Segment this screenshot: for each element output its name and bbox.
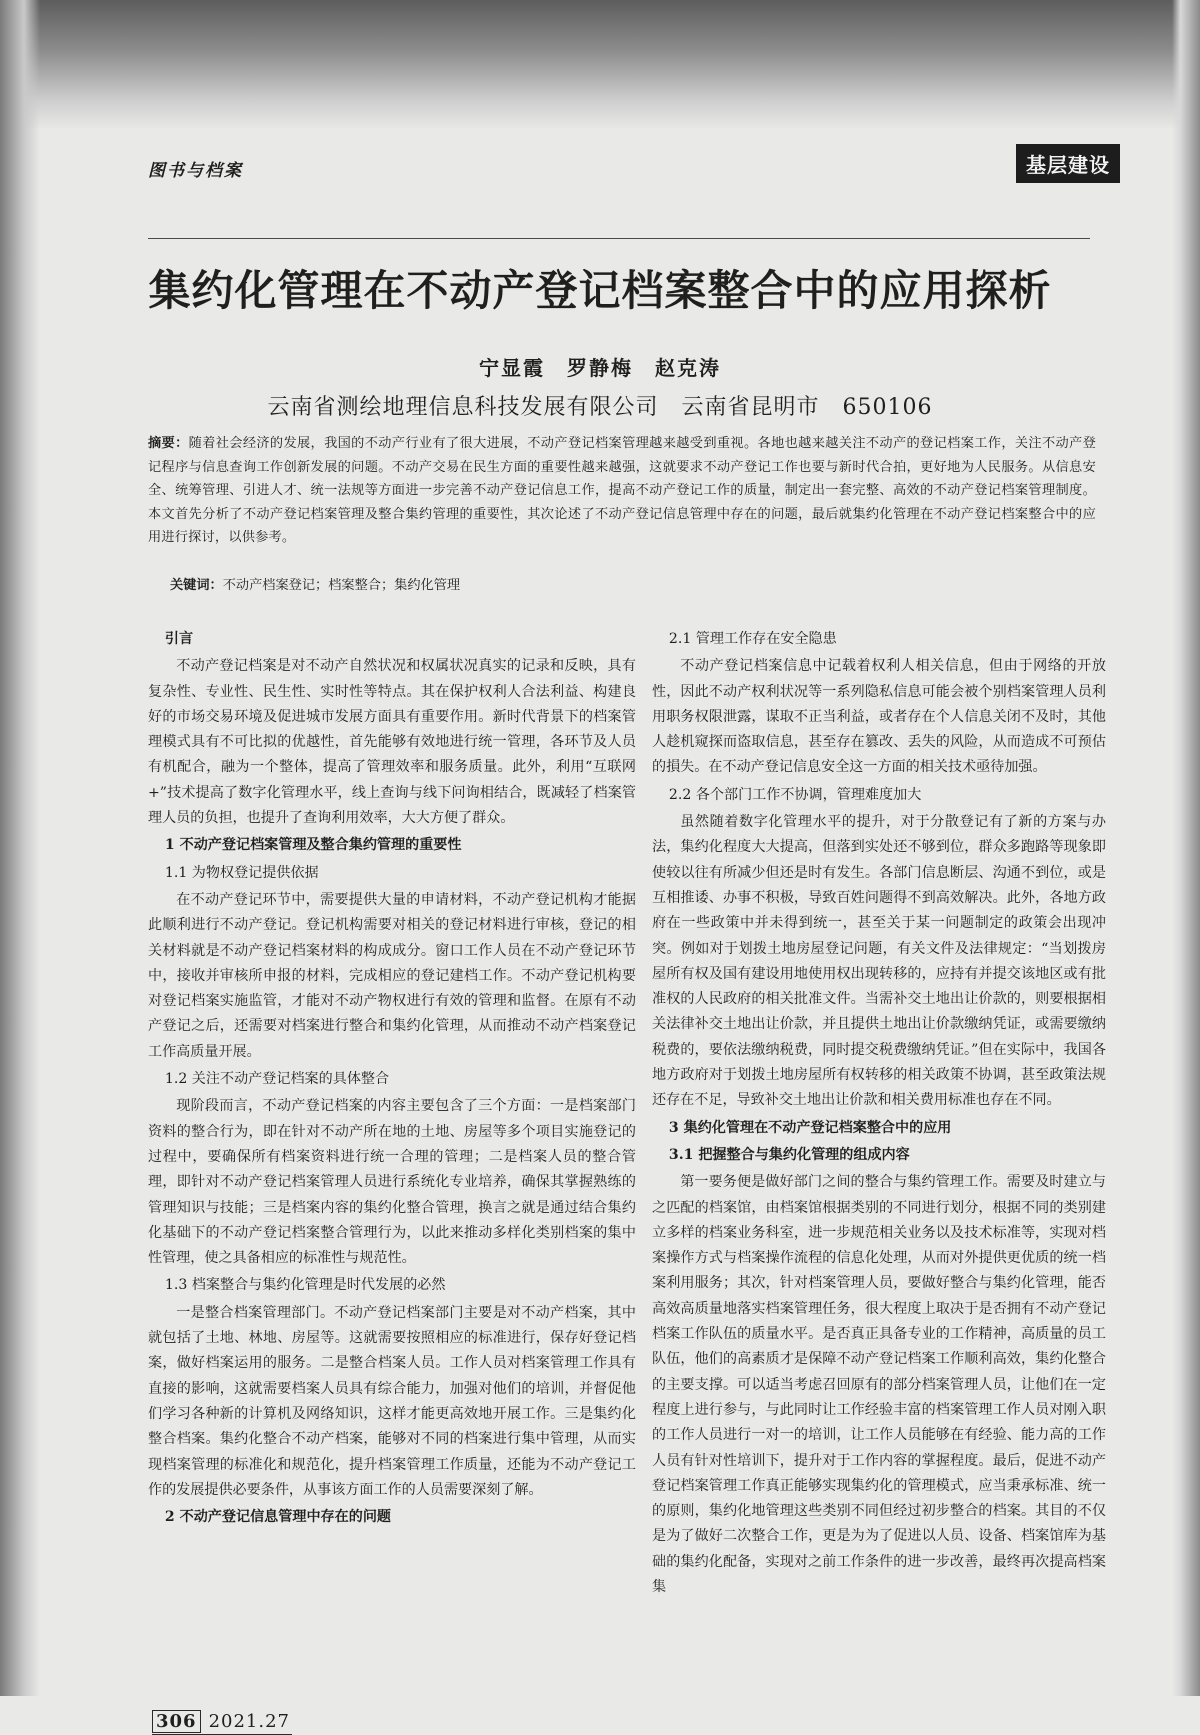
section-heading: 2.2 各个部门工作不协调，管理难度加大	[668, 786, 922, 803]
section-heading: 1 不动产登记档案管理及整合集约管理的重要性	[164, 837, 462, 854]
header-rule	[148, 238, 1090, 239]
issue-number: 2021.27	[208, 1711, 291, 1732]
section-heading: 1.2 关注不动产登记档案的具体整合	[164, 1071, 390, 1088]
section-heading: 1.1 为物权登记提供依据	[164, 864, 319, 881]
abstract-text: 随着社会经济的发展，我国的不动产行业有了很大进展，不动产登记档案管理越来越受到重视。各地也越来越关注不动产的登记档案工作，关注不动产登记程序与信息查询工作创新发展的问题。不动产交易在民生方面的重要性越来越强，这就要求不动产登记工作也要与新时代合拍，更好地为人民服务。从信息安全、统筹管理、引进人才、统一法规等方面进一步完善不动产登记信息工作，提高不动产登记工作的质量，制定出一套完整、高效的不动产登记档案管理制度。本文首先分析了不动产登记档案管理及整合集约管理的重要性，其次论述了不动产登记信息管理中存在的问题，最后就集约化管理在不动产登记档案整合中的应用进行探讨，以供参考。	[148, 436, 1096, 546]
keywords-label: 关键词：	[170, 578, 223, 593]
section-heading: 2 不动产登记信息管理中存在的问题	[164, 1509, 392, 1526]
body-paragraph: 不动产登记档案是对不动产自然状况和权属状况真实的记录和反映，具有复杂性、专业性、民生性、实时性等特点。其在保护权利人合法利益、构建良好的市场交易环境及促进城市发展方面具有重要作用。新时代背景下的档案管理模式具有不可比拟的优越性，首先能够有效地进行统一管理，各环节及人员有机配合，融为一个整体，提高了管理效率和服务质量。此外，利用“互联网+”技术提高了数字化管理水平，线上查询与线下问询相结合，既减轻了档案管理人员的负担，也提升了查询利用效率，大大方便了群众。	[148, 658, 636, 827]
scan-shadow-right	[1172, 0, 1200, 1696]
section-heading: 1.3 档案整合与集约化管理是时代发展的必然	[164, 1277, 446, 1294]
section-heading: 3.1 把握整合与集约化管理的组成内容	[668, 1146, 910, 1163]
keywords-text: 不动产档案登记；档案整合；集约化管理	[222, 578, 461, 593]
section-heading: 2.1 管理工作存在安全隐患	[668, 631, 837, 647]
body-paragraph: 一是整合档案管理部门。不动产登记档案部门主要是对不动产档案，其中就包括了土地、林地、房屋等。这就需要按照相应的标准进行，保存好登记档案，做好档案运用的服务。二是整合档案人员。工作人员对档案管理工作具有直接的影响，这就需要档案人员具有综合能力，加强对他们的培训，并督促他们学习各种新的计算机及网络知识，这样才能更高效地开展工作。三是集约化整合档案。集约化整合不动产档案，能够对不同的档案进行集中管理，从而实现档案管理的标准化和规范化，提升档案管理工作质量，还能为不动产登记工作的发展提供必要条件，从事该方面工作的人员需要深刻了解。	[148, 1304, 636, 1498]
folio	[152, 1710, 290, 1733]
body-paragraph: 第一要务便是做好部门之间的整合与集约管理工作。需要及时建立与之匹配的档案馆，由档案馆根据类别的不同进行划分，根据不同的类别建立多样的档案业务科室，进一步规范相关业务以及技术标准等，实现对档案操作方式与档案操作流程的信息化处理，从而对外提供更优质的统一档案利用服务；其次，针对档案管理人员，要做好整合与集约化管理，能否高效高质量地落实档案管理任务，很大程度上取决于是否拥有不动产登记档案工作队伍的质量水平。是否真正具备专业的工作精神，高质量的员工队伍，他们的高素质才是保障不动产登记档案工作顺利高效，集约化整合的主要支撑。可以适当考虑召回原有的部分档案管理人员，让他们在一定程度上进行参与，与此同时让工作经验丰富的档案管理工作人员对刚入职的工作人员进行一对一的培训，让工作人员能够在有经验、能力高的工作人员有针对性培训下，提升对于工作内容的掌握程度。最后，促进不动产登记档案管理工作真正能够实现集约化的管理模式，应当秉承标准、统一的原则，集约化地管理这些类别不同但经过初步整合的档案。其目的不仅是为了做好二次整合工作，更是为为了促进以人员、设备、档案馆库为基础的集约化配备，实现对之前工作条件的进一步改善，最终再次提高档案集	[652, 1174, 1106, 1595]
section-heading: 引言	[164, 631, 194, 647]
keywords	[170, 574, 1090, 593]
page-number: 306	[152, 1710, 201, 1733]
abstract-label: 摘要：	[148, 436, 189, 451]
article-title: 集约化管理在不动产登记档案整合中的应用探析	[148, 266, 1052, 315]
affiliation: 云南省测绘地理信息科技发展有限公司 云南省昆明市 650106	[267, 395, 933, 420]
right-column	[652, 625, 1106, 1600]
body-paragraph: 现阶段而言，不动产登记档案的内容主要包含了三个方面：一是档案部门资料的整合行为，即在针对不动产所在地的土地、房屋等多个项目实施登记的过程中，要确保所有档案资料进行统一合理的管理；二是档案人员的整合管理，即针对不动产登记档案管理人员进行系统化专业培养，确保其掌握熟练的管理知识与技能；三是档案内容的集约化整合管理，换言之就是通过结合集约化基础下的不动产登记档案整合管理行为，以此来推动多样化类别档案的集中性管理，使之具备相应的标准性与规范性。	[148, 1098, 636, 1267]
body-paragraph: 在不动产登记环节中，需要提供大量的申请材料，不动产登记机构才能据此顺利进行不动产登记。登记机构需要对相关的登记材料进行审核，登记的相关材料就是不动产登记档案材料的构成成分。窗口工作人员在不动产登记环节中，接收并审核所申报的材料，完成相应的登记建档工作。不动产登记机构要对登记档案实施监管，才能对不动产物权进行有效的管理和监督。在原有不动产登记之后，还需要对档案进行整合和集约化管理，从而推动不动产档案登记工作高质量开展。	[148, 891, 636, 1060]
authors: 宁显霞 罗静梅 赵克涛	[479, 356, 721, 380]
body-paragraph: 不动产登记档案信息中记载着权利人相关信息，但由于网络的开放性，因此不动产权利状况等一系列隐私信息可能会被个别档案管理人员利用职务权限泄露，谋取不正当利益，或者存在个人信息关闭不及时，其他人趁机窥探而盗取信息，甚至存在篡改、丢失的风险，从而造成不可预估的損失。在不动产登记信息安全这一方面的相关技术亟待加强。	[652, 658, 1106, 776]
left-column	[148, 625, 636, 1532]
abstract	[148, 432, 1096, 550]
body-paragraph: 虽然随着数字化管理水平的提升，对于分散登记有了新的方案与办法，集约化程度大大提高，但落到实处还不够到位，群众多跑路等现象即使较以往有所减少但还是时有发生。各部门信息断层、沟通不到位，或是互相推诿、办事不积极，导致百姓问题得不到高效解决。此外，各地方政府在一些政策中并未得到统一，甚至关于某一问题制定的政策会出现冲突。例如对于划拨土地房屋登记问题，有关文件及法律规定：“当划拨房屋所有权及国有建设用地使用权出现转移的，应持有并提交该地区或有批准权的人民政府的相关批准文件。当需补交土地出让价款的，则要根据相关法律补交土地出让价款，并且提供土地出让价款缴纳凭证，或需要缴纳税费的，要依法缴纳税费，同时提交税费缴纳凭证。”但在实际中，我国各地方政府对于划拨土地房屋所有权转移的相关政策不协调，甚至政策法规还存在不足，导致补交土地出让价款和相关费用标准也存在不同。	[652, 814, 1106, 1109]
section-heading: 3 集约化管理在不动产登记档案整合中的应用	[668, 1119, 952, 1136]
journal-page	[30, 60, 1170, 1732]
running-head: 图书与档案	[148, 161, 243, 181]
section-tag: 基层建设	[1016, 144, 1120, 183]
